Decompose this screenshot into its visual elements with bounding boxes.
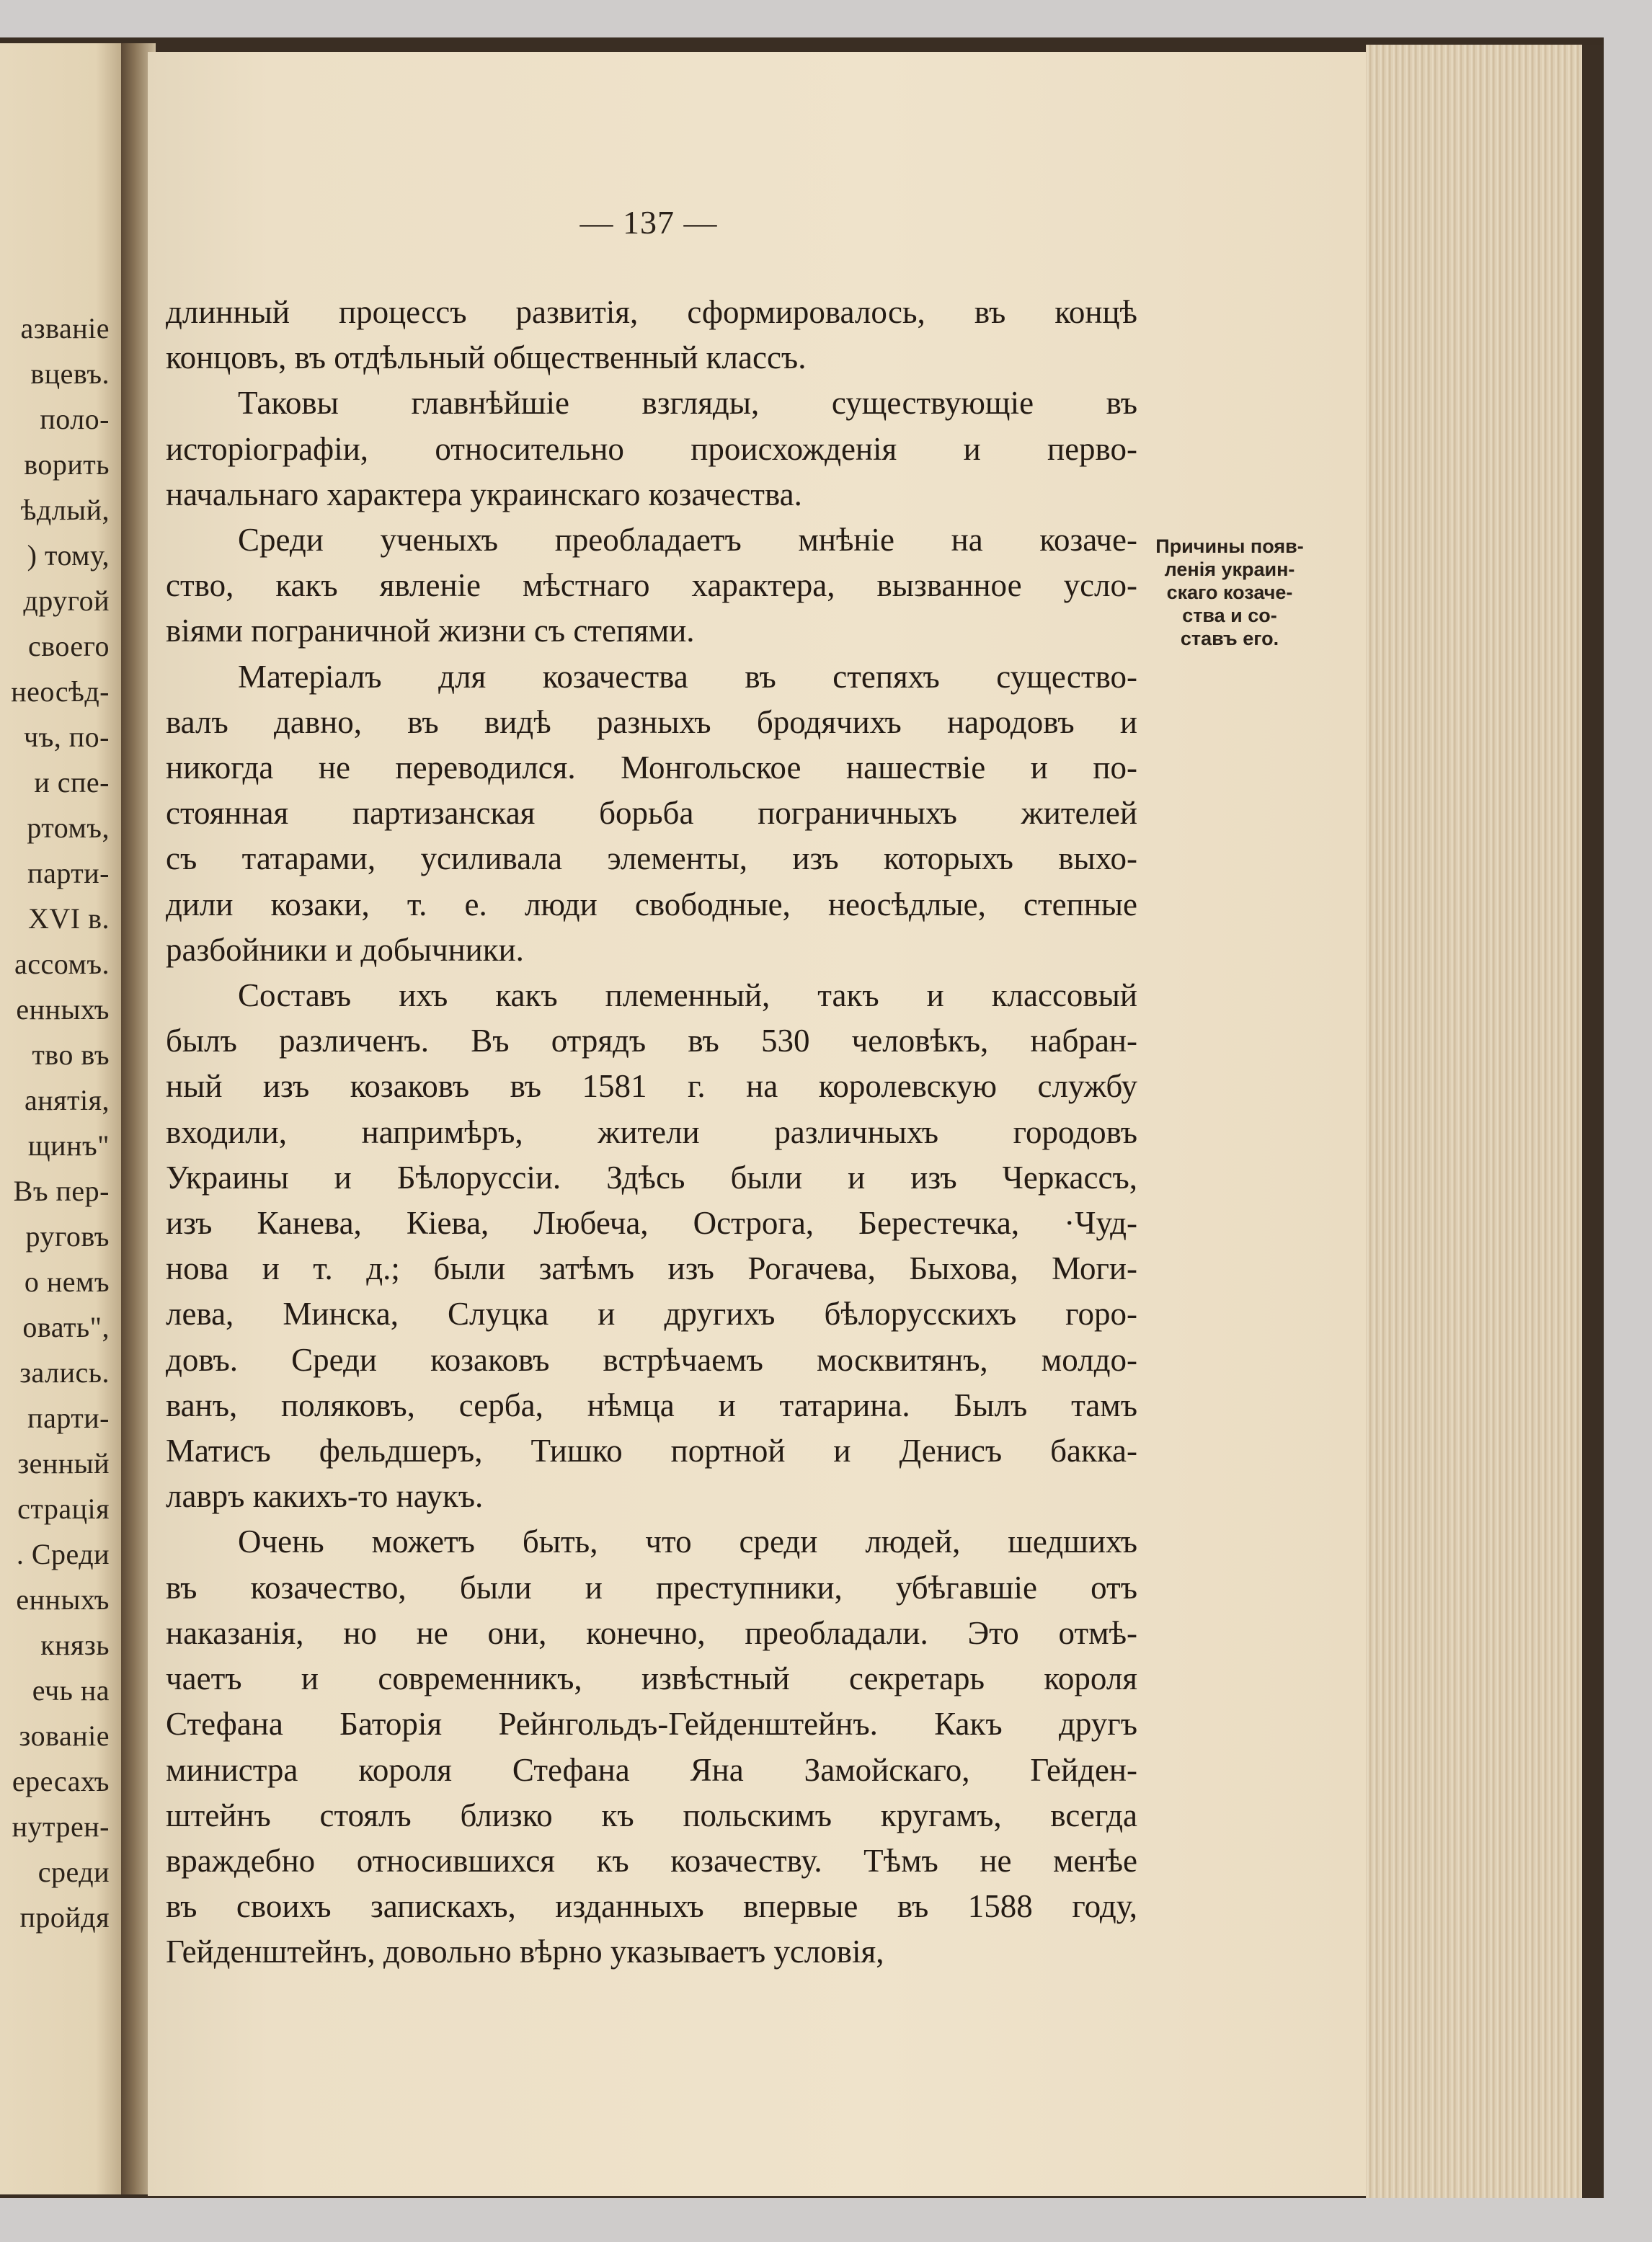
left-page-fragment: парти- — [27, 857, 110, 889]
left-page-fragment: ртомъ, — [27, 811, 110, 844]
text-line: Таковы главнѣйшіе взгляды, существующіе въ — [238, 385, 1137, 422]
left-page-fragment: овать", — [22, 1311, 110, 1343]
left-page-fragment: анятія, — [24, 1084, 110, 1116]
left-page — [0, 43, 137, 2194]
left-page-fragment: чъ, по- — [23, 721, 110, 753]
text-line: валъ давно, въ видѣ разныхъ бродячихъ народовъ и — [166, 703, 1137, 740]
left-page-fragment: пройдя — [19, 1901, 110, 1934]
text-line: лева, Минска, Слуцка и другихъ бѣлорусскихъ горо- — [166, 1296, 1137, 1333]
text-line: въ козачество, были и преступники, убѣгавшіе отъ — [166, 1569, 1137, 1606]
left-page-fragment: XVI в. — [28, 902, 110, 935]
text-line: съ татарами, усиливала элементы, изъ которыхъ выхо- — [166, 840, 1137, 877]
left-page-fragment: другой — [23, 584, 110, 617]
text-line: Матисъ фельдшеръ, Тишко портной и Денисъ бакка- — [166, 1433, 1137, 1469]
text-line: Матеріалъ для козачества въ степяхъ существо- — [238, 658, 1137, 695]
margin-note-line: Причины появ- — [1155, 535, 1304, 557]
left-page-fragment: среди — [37, 1856, 110, 1888]
text-line: разбойники и добычники. — [166, 931, 524, 968]
text-line: концовъ, въ отдѣльный общественный классъ. — [166, 339, 807, 376]
left-page-fragment: ассомъ. — [14, 948, 110, 980]
body-text — [166, 290, 1137, 1975]
left-page-fragment: енныхъ — [16, 1583, 110, 1616]
text-line: штейнъ стоялъ близко къ польскимъ кругамъ, всегда — [166, 1797, 1137, 1833]
text-line: стоянная партизанская борьба пограничныхъ жителей — [166, 795, 1137, 832]
left-page-fragment: своего — [27, 630, 110, 662]
left-page-fragment: и спе- — [34, 766, 110, 799]
cover-edge — [1582, 45, 1604, 2198]
left-page-fragment: о немъ — [24, 1265, 110, 1298]
text-line: чаетъ и современникъ, извѣстный секретарь короля — [166, 1660, 1137, 1697]
left-page-fragment: нутрен- — [12, 1810, 110, 1843]
text-line: враждебно относившихся къ козачеству. Тѣмъ не менѣе — [166, 1842, 1137, 1879]
margin-note — [1143, 535, 1316, 650]
left-page-fragment: азваніе — [20, 312, 110, 344]
left-page-fragment: ѣдлый, — [20, 494, 110, 526]
left-page-fragment: руговъ — [25, 1220, 110, 1253]
left-page-fragment: зались. — [19, 1356, 110, 1389]
text-line: изъ Канева, Кіева, Любеча, Острога, Берестечка, ·Чуд- — [166, 1205, 1137, 1242]
margin-note-line: ленія украин- — [1164, 559, 1295, 580]
left-page-fragment: князь — [40, 1629, 110, 1661]
left-page-fragment: зенный — [17, 1447, 110, 1480]
margin-note-line: ставъ его. — [1180, 628, 1279, 649]
text-line: Среди ученыхъ преобладаетъ мнѣніе на козаче- — [238, 522, 1137, 559]
text-line: довъ. Среди козаковъ встрѣчаемъ москвитянъ, молдо- — [166, 1341, 1137, 1378]
text-line: Стефана Баторія Рейнгольдъ-Гейденштейнъ. Какъ другъ — [166, 1706, 1137, 1743]
text-line: ванъ, поляковъ, серба, нѣмца и татарина. Былъ тамъ — [166, 1387, 1137, 1423]
text-line: никогда не переводился. Монгольское нашествіе и по- — [166, 749, 1137, 786]
left-page-fragment: вцевъ. — [30, 357, 110, 390]
left-page-fragment: Въ пер- — [13, 1175, 110, 1207]
text-line: Украины и Бѣлоруссіи. Здѣсь были и изъ Черкассъ, — [166, 1159, 1137, 1196]
text-line: исторіографіи, относительно происхожденія и перво- — [166, 430, 1137, 467]
text-line: дили козаки, т. е. люди свободные, неосѣдлые, степные — [166, 886, 1137, 922]
left-page-fragment: страція — [17, 1493, 110, 1525]
margin-note-line: ства и со- — [1182, 605, 1277, 626]
text-line: министра короля Стефана Яна Замойскаго, Гейден- — [166, 1751, 1137, 1788]
text-line: наказанія, но не они, конечно, преобладали. Это отмѣ- — [166, 1614, 1137, 1651]
text-line: лавръ какихъ-то наукъ. — [166, 1478, 484, 1515]
left-page-fragment: зованіе — [19, 1720, 110, 1752]
text-line: нова и т. д.; были затѣмъ изъ Рогачева, Быхова, Моги- — [166, 1250, 1137, 1287]
text-line: въ своихъ запискахъ, изданныхъ впервые въ 1588 году, — [166, 1888, 1137, 1925]
left-page-fragment: поло- — [40, 403, 110, 435]
page-edges — [1366, 45, 1604, 2198]
left-page-fragment: ) тому, — [27, 539, 110, 571]
text-line: входили, напримѣръ, жители различныхъ городовъ — [166, 1113, 1137, 1150]
text-line: начальнаго характера украинскаго козачества. — [166, 476, 802, 512]
text-line: былъ различенъ. Въ отрядъ въ 530 человѣкъ, набран- — [166, 1023, 1137, 1059]
text-line: Составъ ихъ какъ племенный, такъ и классовый — [238, 977, 1137, 1014]
left-page-fragment: тво въ — [32, 1038, 110, 1071]
left-page-fragment: . Среди — [16, 1538, 110, 1570]
text-line: ный изъ козаковъ въ 1581 г. на королевскую службу — [166, 1068, 1137, 1105]
text-line: ство, какъ явленіе мѣстнаго характера, вызванное усло- — [166, 567, 1137, 604]
page-number: — 137 — — [579, 204, 718, 241]
left-page-fragment: щинъ" — [27, 1129, 110, 1162]
text-line: длинный процессъ развитія, сформировалось, въ концѣ — [166, 294, 1137, 330]
left-page-fragment: ечь на — [32, 1674, 110, 1707]
left-page-fragment: ворить — [24, 448, 110, 481]
margin-note-line: скаго козаче- — [1166, 582, 1293, 603]
text-line: Очень можетъ быть, что среди людей, шедшихъ — [238, 1523, 1137, 1560]
left-page-fragment: ересахъ — [12, 1765, 110, 1797]
left-page-fragment: парти- — [27, 1402, 110, 1434]
text-line: віями пограничной жизни съ степями. — [166, 613, 695, 649]
text-line: Гейденштейнъ, довольно вѣрно указываетъ условія, — [166, 1934, 884, 1970]
left-page-fragment: енныхъ — [16, 993, 110, 1026]
left-page-fragment: неосѣд- — [11, 675, 110, 708]
